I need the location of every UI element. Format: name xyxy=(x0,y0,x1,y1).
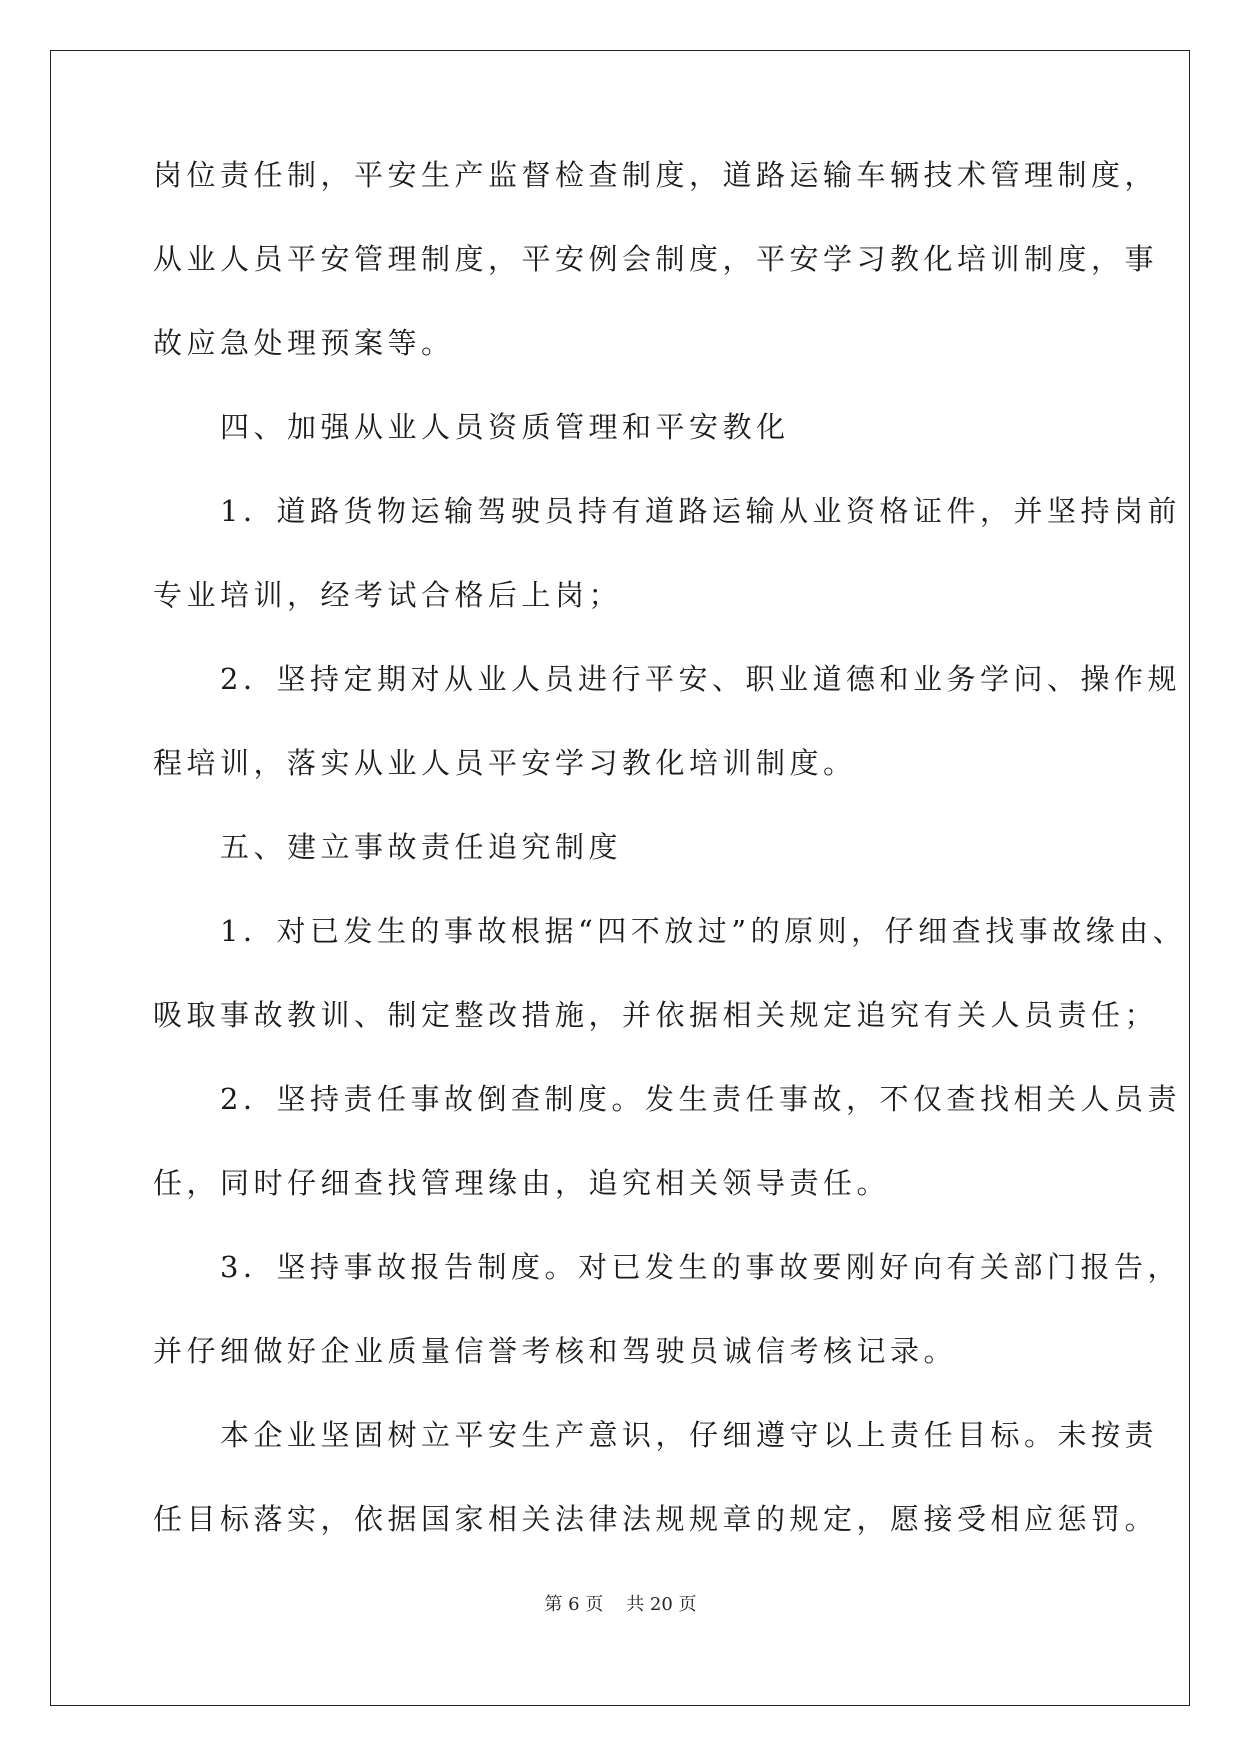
text-line: 任目标落实，依据国家相关法律法规规章的规定，愿接受相应惩罚。 xyxy=(153,1502,1159,1536)
text-line: 1．对已发生的事故根据“四不放过”的原则，仔细查找事故缘由、 xyxy=(153,914,1187,948)
text-line: 故应急处理预案等。 xyxy=(153,326,455,360)
text-line: 本企业坚固树立平安生产意识，仔细遵守以上责任目标。未按责 xyxy=(153,1418,1159,1452)
document-body xyxy=(153,155,1187,1583)
text-line: 2．坚持定期对从业人员进行平安、职业道德和业务学问、操作规 xyxy=(153,662,1181,696)
section-heading: 四、加强从业人员资质管理和平安教化 xyxy=(153,410,790,444)
text-line: 程培训，落实从业人员平安学习教化培训制度。 xyxy=(153,746,857,780)
text-line: 1．道路货物运输驾驶员持有道路运输从业资格证件，并坚持岗前 xyxy=(153,494,1181,528)
text-line: 并仔细做好企业质量信誉考核和驾驶员诚信考核记录。 xyxy=(153,1334,958,1368)
text-line: 吸取事故教训、制定整改措施，并依据相关规定追究有关人员责任； xyxy=(153,998,1159,1032)
text-line: 专业培训，经考试合格后上岗； xyxy=(153,578,623,612)
text-line: 3．坚持事故报告制度。对已发生的事故要刚好向有关部门报告， xyxy=(153,1250,1181,1284)
text-line: 岗位责任制，平安生产监督检查制度，道路运输车辆技术管理制度， xyxy=(153,158,1159,192)
text-line: 任，同时仔细查找管理缘由，追究相关领导责任。 xyxy=(153,1166,891,1200)
text-line: 从业人员平安管理制度，平安例会制度，平安学习教化培训制度，事 xyxy=(153,242,1159,276)
text-line: 2．坚持责任事故倒查制度。发生责任事故，不仅查找相关人员责 xyxy=(153,1082,1181,1116)
section-heading: 五、建立事故责任追究制度 xyxy=(153,830,623,864)
page-number-footer: 第 6 页 共 20 页 xyxy=(544,1594,697,1615)
